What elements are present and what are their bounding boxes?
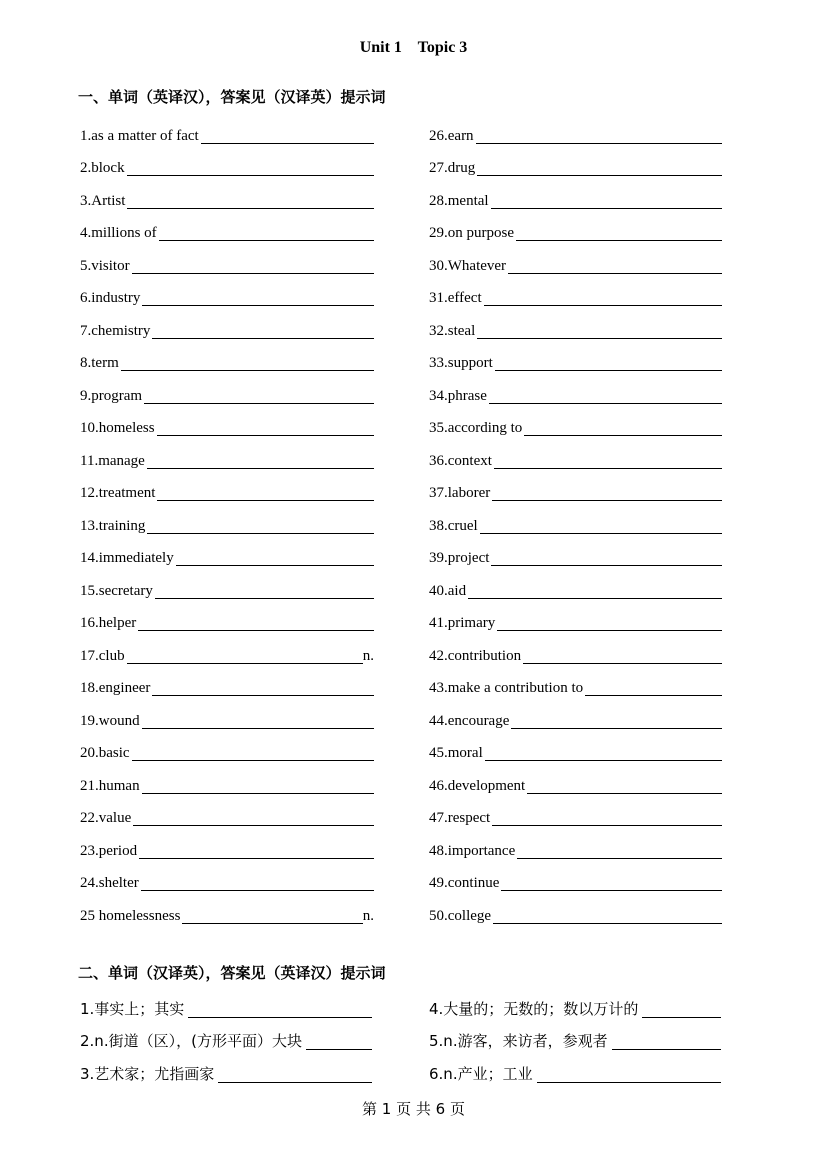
vocab-prompt: 41.primary (429, 615, 496, 631)
vocab-prompt: 28.mental (429, 192, 489, 209)
vocab-prompt: 36.context (429, 452, 492, 469)
answer-blank[interactable] (642, 1003, 721, 1018)
vocab-item (80, 116, 374, 149)
vocab-prompt: 4.大量的；无数的；数以万计的 (429, 999, 639, 1018)
answer-blank[interactable] (155, 584, 374, 599)
vocab-prompt: 2.block (80, 160, 125, 176)
section2-heading: 二、单词（汉译英），答案见（英译汉）提示词 (78, 964, 386, 982)
vocab-prompt: 31.effect (429, 290, 482, 306)
answer-blank[interactable] (523, 649, 722, 664)
vocab-prompt: 27.drug (429, 160, 476, 176)
vocab-item (429, 246, 722, 279)
part-of-speech: n. (362, 647, 374, 664)
vocab-item (80, 246, 374, 279)
vocab-item (429, 734, 722, 767)
answer-blank[interactable] (511, 714, 722, 729)
vocab-prompt: 45.moral (429, 745, 483, 761)
vocab-item (80, 734, 374, 767)
section2-left-column (80, 990, 372, 1088)
vocab-item (429, 539, 722, 572)
answer-blank[interactable] (152, 324, 374, 339)
answer-blank[interactable] (176, 551, 374, 566)
vocab-item (80, 766, 374, 799)
answer-blank[interactable] (492, 486, 722, 501)
vocab-prompt: 3.艺术家；尤指画家 (80, 1064, 215, 1083)
vocab-prompt: 46.development (429, 777, 526, 794)
answer-blank[interactable] (477, 161, 722, 176)
answer-blank[interactable] (493, 909, 722, 924)
vocab-prompt: 50.college (429, 907, 492, 924)
answer-blank[interactable] (157, 486, 374, 501)
vocab-item (429, 409, 722, 442)
vocab-item (429, 669, 722, 702)
answer-blank[interactable] (147, 519, 374, 534)
vocab-prompt: 5.n.游客，来访者，参观者 (429, 1032, 608, 1050)
vocab-item (429, 864, 722, 897)
vocab-item (429, 116, 722, 149)
vocab-prompt: 1.as a matter of fact (80, 127, 199, 144)
answer-blank[interactable] (159, 226, 374, 241)
vocab-prompt: 7.chemistry (80, 322, 151, 339)
answer-blank[interactable] (127, 649, 363, 664)
vocab-item (429, 214, 722, 247)
vocab-item (80, 311, 374, 344)
vocab-item (80, 701, 374, 734)
vocab-prompt: 48.importance (429, 842, 516, 859)
vocab-item (429, 990, 721, 1023)
answer-blank[interactable] (201, 129, 374, 144)
answer-blank[interactable] (127, 161, 374, 176)
vocab-prompt: 24.shelter (80, 875, 139, 891)
vocab-item (429, 344, 722, 377)
page-title: Unit 1 Topic 3 (359, 39, 468, 56)
vocab-prompt: 25 homelessness (80, 907, 181, 924)
vocab-item (80, 669, 374, 702)
vocab-prompt: 19.wound (80, 712, 140, 729)
vocab-item (80, 506, 374, 539)
part-of-speech: n. (362, 907, 374, 924)
vocab-item (429, 474, 722, 507)
answer-blank[interactable] (132, 746, 374, 761)
vocab-prompt: 21.human (80, 777, 140, 794)
answer-blank[interactable] (516, 226, 722, 241)
vocab-prompt: 26.earn (429, 127, 474, 144)
vocab-prompt: 14.immediately (80, 550, 174, 566)
vocab-prompt: 10.homeless (80, 420, 155, 436)
answer-blank[interactable] (144, 389, 374, 404)
vocab-item (429, 636, 722, 669)
vocab-item (429, 766, 722, 799)
vocab-item (80, 409, 374, 442)
vocab-prompt: 33.support (429, 355, 493, 371)
vocab-item (80, 1055, 372, 1088)
vocab-prompt: 13.training (80, 517, 146, 534)
answer-blank[interactable] (480, 519, 722, 534)
answer-blank[interactable] (494, 454, 722, 469)
vocab-prompt: 5.visitor (80, 257, 130, 274)
vocab-prompt: 29.on purpose (429, 225, 514, 241)
answer-blank[interactable] (182, 909, 362, 924)
answer-blank[interactable] (485, 746, 722, 761)
vocab-prompt: 20.basic (80, 745, 130, 761)
answer-blank[interactable] (491, 551, 722, 566)
page-footer: 第 1 页 共 6 页 (362, 1100, 465, 1118)
vocab-prompt: 15.secretary (80, 582, 153, 599)
vocab-item (429, 311, 722, 344)
vocab-prompt: 16.helper (80, 615, 137, 631)
vocab-item (429, 831, 722, 864)
section1-right-column (429, 116, 722, 929)
vocab-prompt: 42.contribution (429, 647, 522, 664)
vocab-prompt: 17.club (80, 647, 125, 664)
vocab-prompt: 3.Artist (80, 192, 126, 209)
answer-blank[interactable] (141, 876, 374, 891)
answer-blank[interactable] (121, 356, 374, 371)
vocab-prompt: 38.cruel (429, 517, 478, 534)
vocab-item (80, 571, 374, 604)
vocab-item (80, 799, 374, 832)
vocab-item (429, 896, 722, 929)
answer-blank[interactable] (306, 1035, 372, 1050)
vocab-item (80, 376, 374, 409)
vocab-prompt: 44.encourage (429, 712, 510, 729)
vocab-item (429, 701, 722, 734)
vocab-prompt: 4.millions of (80, 225, 157, 241)
vocab-item (80, 604, 374, 637)
vocab-item (429, 1023, 721, 1056)
answer-blank[interactable] (218, 1068, 372, 1083)
answer-blank[interactable] (491, 194, 722, 209)
answer-blank[interactable] (508, 259, 722, 274)
vocab-item (429, 181, 722, 214)
vocab-item (80, 344, 374, 377)
answer-blank[interactable] (612, 1035, 721, 1050)
vocab-prompt: 40.aid (429, 582, 467, 599)
section1-heading: 一、单词（英译汉），答案见（汉译英）提示词 (78, 88, 386, 106)
vocab-prompt: 32.steal (429, 322, 476, 339)
answer-blank[interactable] (497, 616, 722, 631)
vocab-item (429, 571, 722, 604)
answer-blank[interactable] (152, 681, 374, 696)
answer-blank[interactable] (489, 389, 722, 404)
vocab-item (429, 441, 722, 474)
vocab-item (80, 149, 374, 182)
section2-right-column (429, 990, 721, 1088)
vocab-item (80, 214, 374, 247)
answer-blank[interactable] (495, 356, 722, 371)
vocab-prompt: 35.according to (429, 420, 523, 436)
vocab-item (429, 604, 722, 637)
vocab-item (80, 1023, 372, 1056)
vocab-prompt: 6.industry (80, 290, 141, 306)
vocab-prompt: 2.n.街道（区），(方形平面）大块 (80, 1032, 302, 1050)
vocab-item (80, 279, 374, 312)
vocab-item (80, 990, 372, 1023)
vocab-prompt: 12.treatment (80, 485, 156, 501)
vocab-item (80, 864, 374, 897)
vocab-item (429, 279, 722, 312)
answer-blank[interactable] (142, 714, 374, 729)
answer-blank[interactable] (501, 876, 722, 891)
vocab-prompt: 39.project (429, 550, 490, 566)
answer-blank[interactable] (492, 811, 722, 826)
vocab-prompt: 34.phrase (429, 387, 487, 404)
vocab-prompt: 18.engineer (80, 680, 151, 696)
vocab-item (80, 539, 374, 572)
section1-left-column (80, 116, 374, 929)
vocab-prompt: 8.term (80, 355, 119, 371)
answer-blank[interactable] (524, 421, 722, 436)
vocab-item (80, 831, 374, 864)
answer-blank[interactable] (138, 616, 374, 631)
vocab-prompt: 22.value (80, 810, 132, 826)
vocab-prompt: 11.manage (80, 452, 145, 469)
answer-blank[interactable] (537, 1068, 721, 1083)
vocab-item (80, 474, 374, 507)
vocab-prompt: 9.program (80, 387, 143, 404)
vocab-prompt: 49.continue (429, 875, 500, 891)
answer-blank[interactable] (127, 194, 374, 209)
answer-blank[interactable] (468, 584, 722, 599)
vocab-item (80, 636, 374, 669)
vocab-item (429, 1055, 721, 1088)
answer-blank[interactable] (188, 1003, 372, 1018)
vocab-prompt: 6.n.产业；工业 (429, 1064, 533, 1083)
answer-blank[interactable] (484, 291, 722, 306)
answer-blank[interactable] (142, 779, 374, 794)
vocab-prompt: 30.Whatever (429, 257, 507, 274)
vocab-item (80, 896, 374, 929)
vocab-item (429, 506, 722, 539)
answer-blank[interactable] (133, 811, 374, 826)
vocab-item (429, 799, 722, 832)
answer-blank[interactable] (139, 844, 374, 859)
answer-blank[interactable] (476, 129, 722, 144)
answer-blank[interactable] (527, 779, 722, 794)
answer-blank[interactable] (477, 324, 722, 339)
vocab-prompt: 23.period (80, 842, 138, 859)
vocab-item (429, 149, 722, 182)
answer-blank[interactable] (585, 681, 722, 696)
vocab-prompt: 47.respect (429, 810, 491, 826)
answer-blank[interactable] (132, 259, 374, 274)
vocab-prompt: 43.make a contribution to (429, 680, 584, 696)
vocab-prompt: 1.事实上；其实 (80, 999, 185, 1018)
answer-blank[interactable] (147, 454, 374, 469)
vocab-prompt: 37.laborer (429, 485, 491, 501)
answer-blank[interactable] (157, 421, 374, 436)
vocab-item (429, 376, 722, 409)
vocab-item (80, 441, 374, 474)
answer-blank[interactable] (142, 291, 374, 306)
answer-blank[interactable] (517, 844, 722, 859)
vocab-item (80, 181, 374, 214)
